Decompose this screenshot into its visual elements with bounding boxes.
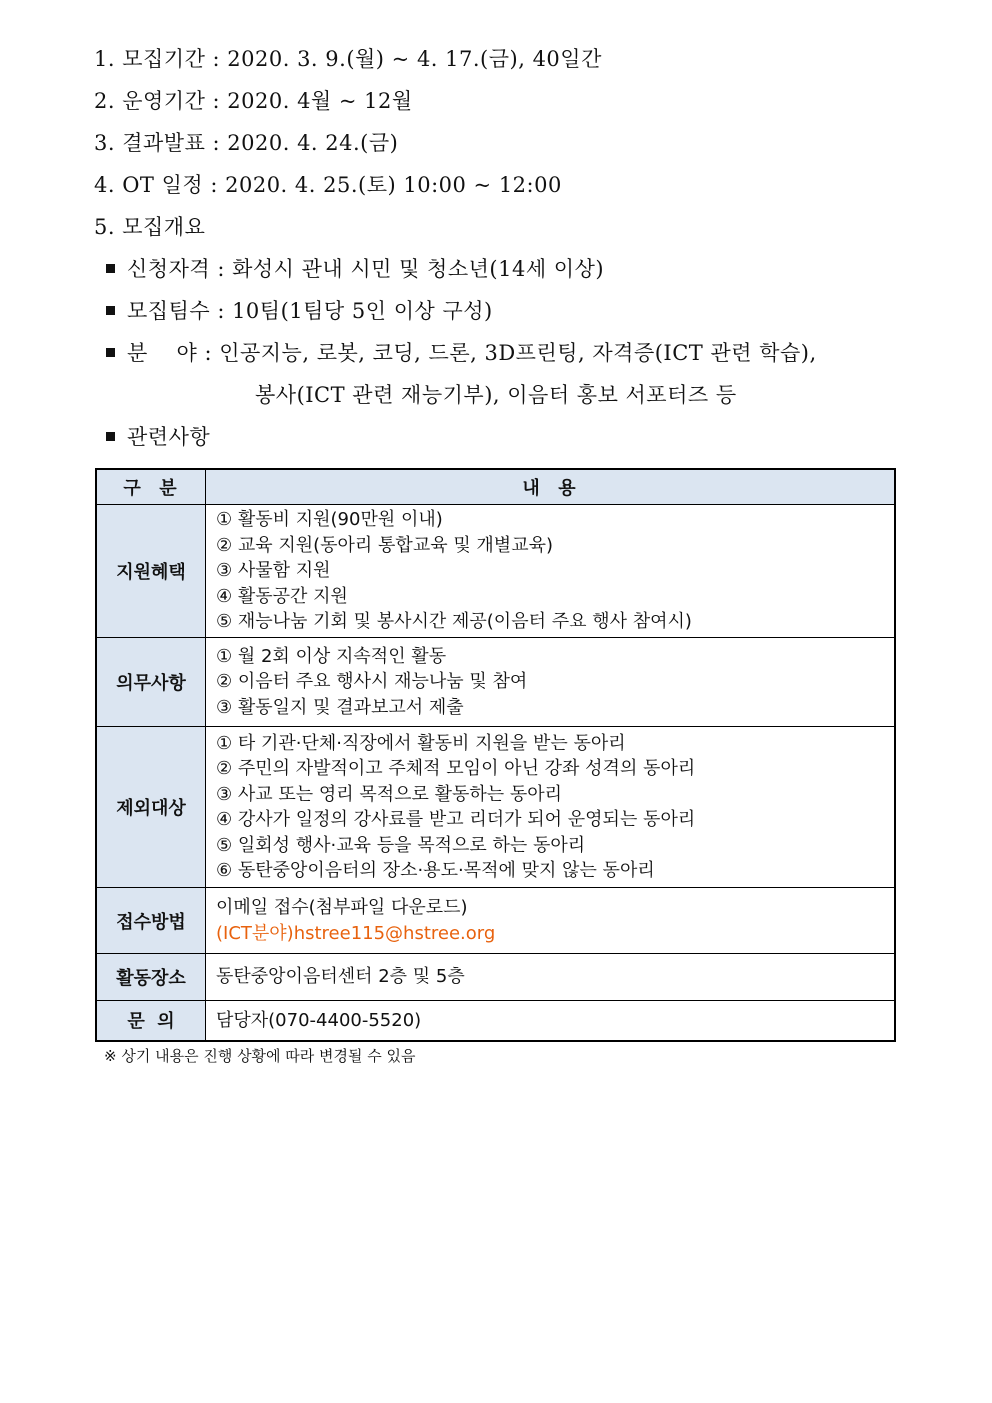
exclusions-content: [206, 727, 896, 888]
list-item: ② 이음터 주요 행사시 재능나눔 및 참여: [216, 671, 528, 693]
table-row: [96, 505, 895, 638]
table-row: [96, 638, 895, 727]
schedule-item-4: 4. OT 일정 : 2020. 4. 25.(토) 10:00 ~ 12:00: [94, 173, 562, 197]
list-item: ④ 활동공간 지원: [216, 585, 348, 607]
venue-label: 활동장소: [96, 954, 206, 1001]
application-method: 이메일 접수(첨부파일 다운로드): [216, 897, 468, 918]
square-bullet-icon: [106, 432, 115, 441]
overview-related: 관련사항: [106, 422, 210, 452]
list-item: ⑥ 동탄중앙이음터의 장소·용도·목적에 맞지 않는 동아리: [216, 860, 655, 881]
schedule-item-5: 5. 모집개요: [94, 215, 206, 239]
exclusions-label: 제외대상: [96, 727, 206, 888]
header-category: 구 분: [96, 469, 206, 505]
table-row: [96, 727, 895, 888]
list-item: ③ 활동일지 및 결과보고서 제출: [216, 696, 464, 718]
list-item: ⑤ 일회성 행사·교육 등을 목적으로 하는 동아리: [216, 834, 586, 856]
schedule-item-2: 2. 운영기간 : 2020. 4월 ~ 12월: [94, 89, 413, 113]
list-item: ⑤ 재능나눔 기회 및 봉사시간 제공(이음터 주요 행사 참여시): [216, 611, 692, 633]
list-item: ② 주민의 자발적이고 주체적 모임이 아닌 강좌 성격의 동아리: [216, 758, 696, 779]
square-bullet-icon: [106, 306, 115, 315]
duties-label: 의무사항: [96, 638, 206, 727]
square-bullet-icon: [106, 264, 115, 273]
table-row: [96, 1001, 895, 1041]
list-item: ③ 사물함 지원: [216, 560, 331, 582]
schedule-item-1: 1. 모집기간 : 2020. 3. 9.(월) ~ 4. 17.(금), 40일간: [94, 47, 602, 71]
venue-value: 동탄중앙이음터센터 2층 및 5층: [206, 954, 896, 1001]
overview-eligibility: 신청자격 : 화성시 관내 시민 및 청소년(14세 이상): [106, 254, 604, 284]
application-content: [206, 888, 896, 954]
application-email: (ICT분야)hstree115@hstree.org: [216, 922, 496, 944]
list-item: ② 교육 지원(동아리 통합교육 및 개별교육): [216, 534, 553, 556]
table-header-row: [96, 469, 895, 505]
list-item: ④ 강사가 일정의 강사료를 받고 리더가 되어 운영되는 동아리: [216, 809, 696, 830]
benefits-content: [206, 505, 896, 638]
details-table: [95, 468, 896, 1042]
overview-fields: 분 야 : 인공지능, 로봇, 코딩, 드론, 3D프린팅, 자격증(ICT 관련 학습),: [106, 338, 817, 368]
duties-content: [206, 638, 896, 727]
overview-teams: 모집팀수 : 10팀(1팀당 5인 이상 구성): [106, 296, 493, 326]
list-item: ③ 사교 또는 영리 목적으로 활동하는 동아리: [216, 783, 563, 805]
schedule-item-3: 3. 결과발표 : 2020. 4. 24.(금): [94, 131, 399, 155]
table-row: [96, 954, 895, 1001]
benefits-label: 지원혜택: [96, 505, 206, 638]
list-item: ① 월 2회 이상 지속적인 활동: [216, 645, 447, 667]
header-content: 내 용: [206, 469, 896, 505]
overview-fields-continued: 봉사(ICT 관련 재능기부), 이음터 홍보 서포터즈 등: [255, 383, 737, 407]
table-row: [96, 888, 895, 954]
footnote: ※ 상기 내용은 진행 상황에 따라 변경될 수 있음: [104, 1047, 416, 1065]
application-label: 접수방법: [96, 888, 206, 954]
list-item: ① 타 기관·단체·직장에서 활동비 지원을 받는 동아리: [216, 732, 626, 754]
contact-label: 문 의: [96, 1001, 206, 1041]
square-bullet-icon: [106, 348, 115, 357]
list-item: ① 활동비 지원(90만원 이내): [216, 509, 443, 531]
contact-value: 담당자(070-4400-5520): [206, 1001, 896, 1041]
